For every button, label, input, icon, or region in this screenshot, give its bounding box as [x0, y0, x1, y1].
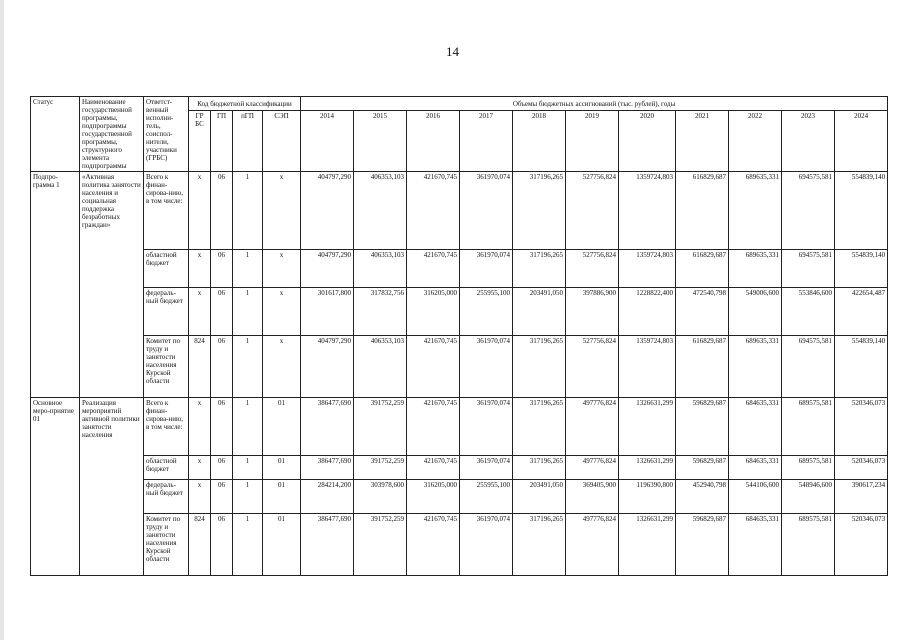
- header-code-col: пГП: [233, 111, 263, 172]
- amount-cell: 421670,745: [407, 250, 460, 288]
- amount-cell: 694575,581: [782, 250, 835, 288]
- amount-cell: 553846,600: [782, 288, 835, 336]
- amount-cell: 520346,073: [835, 514, 888, 576]
- code-cell-gp: 06: [211, 336, 233, 398]
- header-year: 2024: [835, 111, 888, 172]
- header-year: 2015: [354, 111, 407, 172]
- amount-cell: 404797,290: [301, 172, 354, 250]
- amount-cell: 391752,259: [354, 514, 407, 576]
- amount-cell: 421670,745: [407, 336, 460, 398]
- amount-cell: 497776,824: [566, 398, 619, 456]
- amount-cell: 361970,074: [460, 456, 513, 480]
- code-cell-sep: х: [263, 172, 301, 250]
- amount-cell: 303978,600: [354, 480, 407, 514]
- row-funding-source: областной бюджет: [144, 456, 189, 480]
- amount-cell: 369405,900: [566, 480, 619, 514]
- row-status: Подпро-грамма 1: [31, 172, 80, 398]
- amount-cell: 255955,100: [460, 480, 513, 514]
- table-body: [31, 172, 888, 576]
- amount-cell: 422654,487: [835, 288, 888, 336]
- amount-cell: 1228822,400: [619, 288, 676, 336]
- code-cell-gp: 06: [211, 480, 233, 514]
- amount-cell: 689575,581: [782, 514, 835, 576]
- amount-cell: 1359724,803: [619, 172, 676, 250]
- row-funding-source: Комитет по труду и занятости населения Курской области: [144, 336, 189, 398]
- code-cell-pgp: 1: [233, 172, 263, 250]
- code-cell-sep: х: [263, 250, 301, 288]
- code-cell-pgp: 1: [233, 398, 263, 456]
- header-name: Наименование государственной программы, подпрограммы государственной программы, структурного элемента подпрограммы: [80, 97, 144, 172]
- row-funding-source: Всего к финан-сирова-нию, в том числе:: [144, 398, 189, 456]
- code-cell-pgp: 1: [233, 250, 263, 288]
- amount-cell: 317196,265: [513, 172, 566, 250]
- code-cell-grbs: х: [189, 480, 211, 514]
- amount-cell: 421670,745: [407, 514, 460, 576]
- code-cell-gp: 06: [211, 172, 233, 250]
- header-budget-code: Код бюджетной классификации: [189, 97, 301, 111]
- header-year: 2022: [729, 111, 782, 172]
- table-row: [31, 480, 888, 514]
- code-cell-grbs: х: [189, 398, 211, 456]
- amount-cell: 616829,687: [676, 250, 729, 288]
- amount-cell: 520346,073: [835, 398, 888, 456]
- amount-cell: 689635,331: [729, 172, 782, 250]
- amount-cell: 361970,074: [460, 250, 513, 288]
- amount-cell: 689575,581: [782, 398, 835, 456]
- code-cell-grbs: х: [189, 456, 211, 480]
- header-year: 2014: [301, 111, 354, 172]
- row-status: Основное меро-приятие 01: [31, 398, 80, 576]
- row-funding-source: Комитет по труду и занятости населения Курской области: [144, 514, 189, 576]
- table-row: [31, 250, 888, 288]
- amount-cell: 1359724,803: [619, 336, 676, 398]
- header-year: 2018: [513, 111, 566, 172]
- amount-cell: 391752,259: [354, 398, 407, 456]
- amount-cell: 361970,074: [460, 172, 513, 250]
- amount-cell: 689575,581: [782, 456, 835, 480]
- amount-cell: 301617,800: [301, 288, 354, 336]
- budget-allocation-table: [30, 96, 888, 576]
- amount-cell: 406353,103: [354, 250, 407, 288]
- amount-cell: 684635,331: [729, 398, 782, 456]
- code-cell-sep: х: [263, 336, 301, 398]
- code-cell-pgp: 1: [233, 480, 263, 514]
- row-funding-source: областной бюджет: [144, 250, 189, 288]
- amount-cell: 316205,000: [407, 480, 460, 514]
- header-responsible: Ответст-венный исполни-тель, соиспол-нители, участники (ГРБС): [144, 97, 189, 172]
- amount-cell: 317196,265: [513, 250, 566, 288]
- amount-cell: 554839,140: [835, 250, 888, 288]
- table-row: [31, 456, 888, 480]
- amount-cell: 689635,331: [729, 336, 782, 398]
- amount-cell: 421670,745: [407, 172, 460, 250]
- page-number: 14: [446, 44, 459, 59]
- amount-cell: 596829,687: [676, 456, 729, 480]
- code-cell-grbs: х: [189, 250, 211, 288]
- amount-cell: 527756,824: [566, 250, 619, 288]
- code-cell-grbs: х: [189, 288, 211, 336]
- amount-cell: 1326631,299: [619, 456, 676, 480]
- code-cell-sep: 01: [263, 398, 301, 456]
- table-row: [31, 288, 888, 336]
- header-code-col: ГП: [211, 111, 233, 172]
- code-cell-sep: 01: [263, 480, 301, 514]
- code-cell-sep: х: [263, 288, 301, 336]
- header-code-col: СЭП: [263, 111, 301, 172]
- scan-edge-shadow: [0, 0, 4, 640]
- table-row: [31, 398, 888, 456]
- table-header: [31, 97, 888, 172]
- amount-cell: 554839,140: [835, 172, 888, 250]
- row-name: Реализация мероприятий активной политики занятости населения: [80, 398, 144, 576]
- amount-cell: 1196390,800: [619, 480, 676, 514]
- amount-cell: 316205,000: [407, 288, 460, 336]
- amount-cell: 390617,234: [835, 480, 888, 514]
- header-year: 2017: [460, 111, 513, 172]
- amount-cell: 544106,600: [729, 480, 782, 514]
- code-cell-grbs: 824: [189, 514, 211, 576]
- amount-cell: 406353,103: [354, 172, 407, 250]
- amount-cell: 404797,290: [301, 250, 354, 288]
- code-cell-sep: 01: [263, 514, 301, 576]
- amount-cell: 386477,690: [301, 398, 354, 456]
- amount-cell: 404797,290: [301, 336, 354, 398]
- code-cell-sep: 01: [263, 456, 301, 480]
- amount-cell: 684635,331: [729, 456, 782, 480]
- amount-cell: 421670,745: [407, 456, 460, 480]
- table-row: [31, 514, 888, 576]
- amount-cell: 452940,798: [676, 480, 729, 514]
- amount-cell: 694575,581: [782, 172, 835, 250]
- amount-cell: 361970,074: [460, 398, 513, 456]
- amount-cell: 317196,265: [513, 514, 566, 576]
- amount-cell: 317196,265: [513, 456, 566, 480]
- code-cell-grbs: х: [189, 172, 211, 250]
- amount-cell: 317196,265: [513, 336, 566, 398]
- row-name: «Активная политика занятости населения и социальная поддержка безработных граждан»: [80, 172, 144, 398]
- code-cell-grbs: 824: [189, 336, 211, 398]
- amount-cell: 421670,745: [407, 398, 460, 456]
- header-year: 2021: [676, 111, 729, 172]
- amount-cell: 520346,073: [835, 456, 888, 480]
- amount-cell: 361970,074: [460, 514, 513, 576]
- amount-cell: 554839,140: [835, 336, 888, 398]
- code-cell-pgp: 1: [233, 288, 263, 336]
- amount-cell: 203491,050: [513, 288, 566, 336]
- code-cell-pgp: 1: [233, 336, 263, 398]
- amount-cell: 527756,824: [566, 172, 619, 250]
- amount-cell: 497776,824: [566, 514, 619, 576]
- amount-cell: 397886,900: [566, 288, 619, 336]
- table-row: [31, 336, 888, 398]
- amount-cell: 255955,100: [460, 288, 513, 336]
- amount-cell: 596829,687: [676, 514, 729, 576]
- amount-cell: 549006,600: [729, 288, 782, 336]
- code-cell-gp: 06: [211, 398, 233, 456]
- amount-cell: 684635,331: [729, 514, 782, 576]
- amount-cell: 694575,581: [782, 336, 835, 398]
- amount-cell: 689635,331: [729, 250, 782, 288]
- header-year: 2019: [566, 111, 619, 172]
- code-cell-pgp: 1: [233, 514, 263, 576]
- header-volumes: Объемы бюджетных ассигнований (тыс. рублей), годы: [301, 97, 888, 111]
- amount-cell: 1326631,299: [619, 398, 676, 456]
- amount-cell: 317196,265: [513, 398, 566, 456]
- amount-cell: 1359724,803: [619, 250, 676, 288]
- amount-cell: 596829,687: [676, 398, 729, 456]
- amount-cell: 527756,824: [566, 336, 619, 398]
- row-funding-source: федераль-ный бюджет: [144, 288, 189, 336]
- amount-cell: 616829,687: [676, 336, 729, 398]
- amount-cell: 406353,103: [354, 336, 407, 398]
- amount-cell: 616829,687: [676, 172, 729, 250]
- header-year: 2016: [407, 111, 460, 172]
- amount-cell: 497776,824: [566, 456, 619, 480]
- amount-cell: 317832,756: [354, 288, 407, 336]
- amount-cell: 472540,798: [676, 288, 729, 336]
- amount-cell: 1326631,299: [619, 514, 676, 576]
- code-cell-gp: 06: [211, 456, 233, 480]
- code-cell-gp: 06: [211, 288, 233, 336]
- header-status: Статус: [31, 97, 80, 172]
- amount-cell: 361970,074: [460, 336, 513, 398]
- amount-cell: 386477,690: [301, 456, 354, 480]
- amount-cell: 391752,259: [354, 456, 407, 480]
- header-year: 2023: [782, 111, 835, 172]
- code-cell-gp: 06: [211, 250, 233, 288]
- header-code-col: ГР БС: [189, 111, 211, 172]
- table-row: [31, 172, 888, 250]
- amount-cell: 203491,050: [513, 480, 566, 514]
- amount-cell: 548946,600: [782, 480, 835, 514]
- code-cell-pgp: 1: [233, 456, 263, 480]
- amount-cell: 386477,690: [301, 514, 354, 576]
- amount-cell: 284214,200: [301, 480, 354, 514]
- row-funding-source: федераль-ный бюджет: [144, 480, 189, 514]
- code-cell-gp: 06: [211, 514, 233, 576]
- header-year: 2020: [619, 111, 676, 172]
- row-funding-source: Всего к финан-сирова-нию, в том числе:: [144, 172, 189, 250]
